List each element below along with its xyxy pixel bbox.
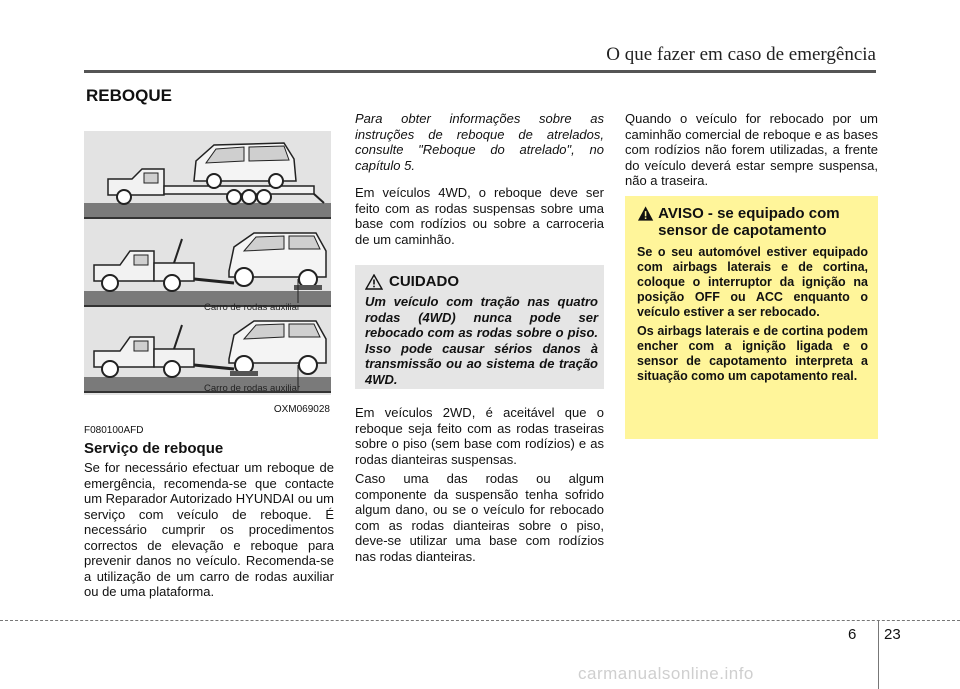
4wd-paragraph: Em veículos 4WD, o reboque deve ser feito com as rodas suspensas sobre uma base com rodízios ou sobre a carroceria de um caminhão. xyxy=(355,185,604,247)
right-column xyxy=(625,111,878,189)
warning-body xyxy=(637,245,868,384)
middle-column-bottom xyxy=(355,405,604,564)
page-number: 23 xyxy=(884,626,901,643)
towing-illustration-svg xyxy=(84,131,331,395)
trailer-note-paragraph: Para obter informações sobre as instruções de reboque de atrelados, consulte "Reboque do atrelado", no capítulo 5. xyxy=(355,111,604,173)
footer-rule xyxy=(0,620,960,621)
wheel-lift-truck-scene-1 xyxy=(84,233,331,307)
header-rule xyxy=(84,70,876,73)
towing-service-paragraph: Se for necessário efectuar um reboque de emergência, recomenda-se que contacte um Reparador Autorizado HYUNDAI ou um serviço com veículo de reboque. É necessário cumprir os procedimentos correctos de elevação e reboque para prevenir danos no veículo. Recomenda-se a utilização de um carro de rodas auxiliar ou de uma plataforma. xyxy=(84,460,335,599)
figure-code: OXM069028 xyxy=(273,404,330,415)
warning-title: AVISO - se equipado com sensor de capotamento xyxy=(658,205,840,239)
section-code: F080100AFD xyxy=(84,425,144,436)
aux-dolly-label-1: Carro de rodas auxiliar xyxy=(204,302,301,313)
left-column xyxy=(84,460,334,600)
section-title: REBOQUE xyxy=(86,86,172,105)
caution-text: Um veículo com tração nas quatro rodas (4WD) nunca pode ser rebocado com as rodas sobre o piso. Isso pode causar sérios danos à transmissão ou ao sistema de tração 4WD. xyxy=(365,294,598,387)
warning-header xyxy=(637,205,868,239)
aux-dolly-label-2: Carro de rodas auxiliar xyxy=(204,383,301,394)
warning-triangle-icon xyxy=(365,274,383,290)
2wd-paragraph: Em veículos 2WD, é aceitável que o reboque seja feito com as rodas traseiras sobre o piso (sem base com rodízios) e as rodas dianteiras suspensas. xyxy=(355,405,604,467)
flatbed-truck-scene xyxy=(84,143,331,219)
chapter-number: 6 xyxy=(848,626,857,643)
caution-box xyxy=(355,265,604,389)
warning-box xyxy=(625,196,878,439)
watermark: carmanualsonline.info xyxy=(578,664,754,683)
caution-title: CUIDADO xyxy=(389,273,459,290)
page-header-title: O que fazer em caso de emergência xyxy=(606,44,876,65)
caution-header xyxy=(365,273,598,290)
towing-illustration xyxy=(84,131,331,395)
damage-paragraph: Caso uma das rodas ou algum componente da suspensão tenha sofrido algum dano, ou se o veículo for rebocado com as rodas dianteiras sobre o piso, deve-se utilizar uma base com rodízios nas rodas dianteiras. xyxy=(355,471,604,564)
page-number-separator xyxy=(878,620,879,689)
warning-paragraph-2: Os airbags laterais e de cortina podem encher com a ignição ligada e o sensor de capotamento interpreta a situação como um capotamento real. xyxy=(637,324,868,383)
warning-triangle-filled-icon xyxy=(637,205,654,222)
subsection-title: Serviço de reboque xyxy=(84,440,224,457)
warning-paragraph-1: Se o seu automóvel estiver equipado com airbags laterais e de cortina, coloque o interruptor da ignição na posição OFF ou ACC enquanto o veículo estiver a ser rebocado. xyxy=(637,245,868,319)
middle-column-top xyxy=(355,111,604,247)
commercial-tow-paragraph: Quando o veículo for rebocado por um caminhão comercial de reboque e as bases com rodízios não forem utilizadas, a frente do veículo deverá estar sempre suspensa, não a traseira. xyxy=(625,111,878,188)
